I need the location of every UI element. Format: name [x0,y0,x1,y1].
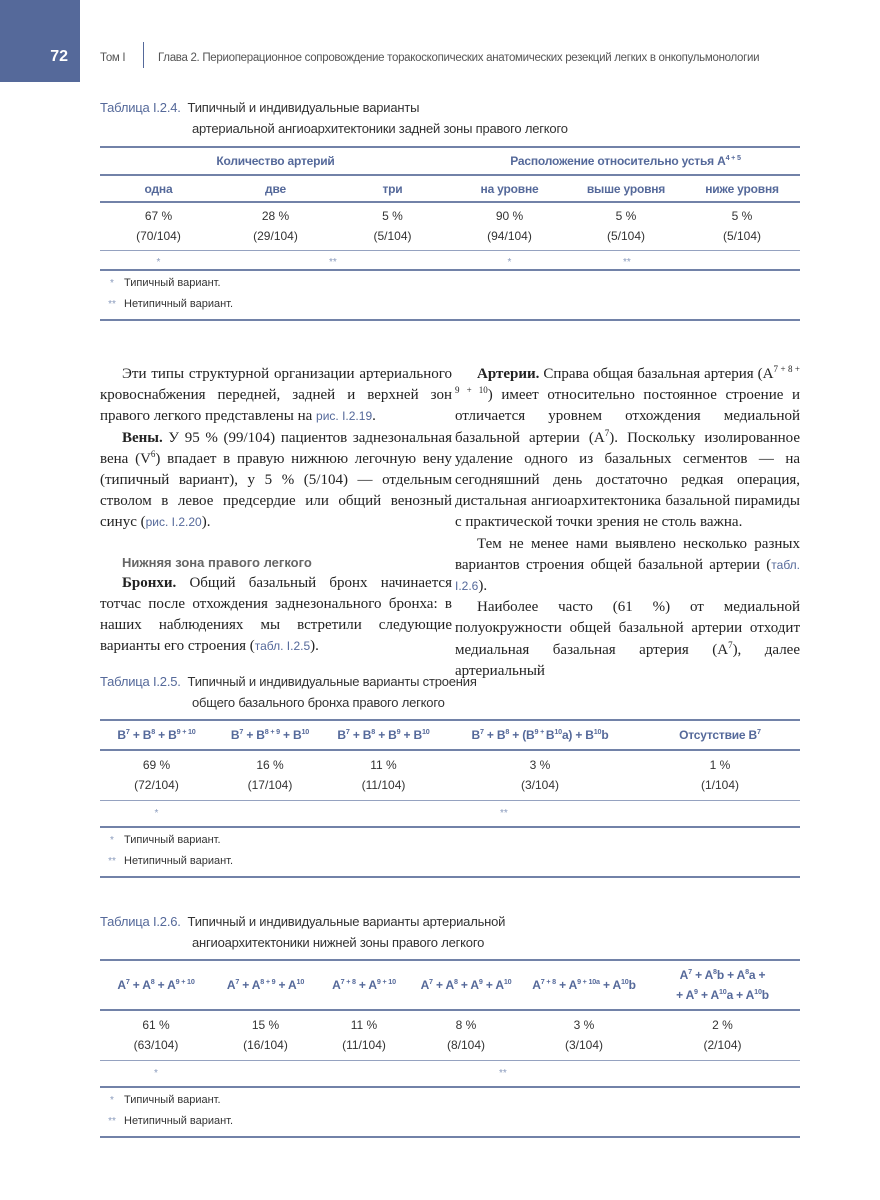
table1-title-line1: Типичный и индивидуальные варианты [187,100,420,115]
table2-title-line1: Типичный и индивидуальные варианты строения [187,674,477,689]
table2-footnotes: * Типичный вариант. ** Нетипичный вариант. [100,826,800,872]
right-column [455,364,800,682]
atypical-mark: ** [623,257,631,268]
table1-col-header: ниже уровня [705,181,779,196]
table-marks-row [100,800,800,826]
paragraph: Бронхи. Общий базальный бронх начинается тотчас после отхождения заднезонального бронха: в наших наблюдениях мы встретили следующие варианты его строения (табл. I.2.5). [100,574,452,655]
table2-bottom-rule [100,876,800,878]
figure-link[interactable]: рис. I.2.19 [316,409,373,424]
typical-mark: * [156,257,161,268]
atypical-mark: ** [499,1067,507,1079]
table3-bottom-rule [100,1136,800,1138]
volume-label: Том I [100,52,126,64]
table-cell: 1 % (1/104) [700,758,740,793]
table1-col-header: одна [144,181,173,196]
table1-group-header-location: Расположение относительно устья $A^{4 + 5}$ [510,153,741,168]
table2-col-header: $B^7 + B^8 + B^9 + B^{10}$ [337,727,430,742]
table-cell: 67 % (70/104) [136,209,181,244]
table-link[interactable]: табл. I.2.5 [254,639,311,654]
table-cell: 2 % (2/104) [703,1018,742,1053]
table1-col-header: три [382,181,403,196]
table1-title-line2: артериальной ангиоархитектоники задней зоны правого легкого [192,121,568,136]
table3-title-line2: ангиоархитектоники нижней зоны правого легкого [192,935,485,950]
paragraph: Наиболее часто (61 %) от медиальной полуокружности общей базальной артерии отходит медиальная базальная артерия $(A^7)$, далее артериальный [455,599,800,679]
paragraph: Тем не менее нами выявлено несколько разных вариантов строения общей базальной артерии (табл. I.2.6). [455,535,800,595]
table1-footnotes: * Типичный вариант. ** Нетипичный вариант. [100,269,800,315]
table-cell: 69 % (72/104) [134,758,179,793]
table-cell: 61 % (63/104) [133,1018,179,1053]
table-link[interactable]: табл. I.2.6 [455,557,800,594]
table1-group-header-count: Количество артерий [216,154,335,168]
table-cell: 5 % (5/104) [373,209,412,244]
table3 [100,959,800,1086]
table-cell: 3 % (3/104) [520,758,560,793]
table2-col-header: $B^7 + B^8 + B^{9 + 10}$ [117,727,196,742]
table-cell: 90 % (94/104) [487,209,532,244]
figure-link[interactable]: рис. I.2.20 [145,515,202,530]
table-cell: 3 % (3/104) [564,1018,604,1053]
table-cell: 11 % (11/104) [361,758,406,793]
table-row [100,750,800,800]
table1-bottom-rule [100,319,800,321]
running-header [100,52,760,64]
atypical-mark: ** [329,257,337,268]
table1 [100,146,800,275]
table2 [100,719,800,826]
section-subheading: Нижняя зона правого легкого [122,554,312,570]
paragraph: Эти типы структурной организации артериального кровоснабжения передней, задней и верхней зон правого легкого представлены на рис. I.2.19. [100,366,452,425]
table3-col-header: $A^7 + A^8b + A^8a$ + + $A^9 + A^{10}a + A^{10}b$ [676,967,769,1002]
table-cell: 28 % (29/104) [253,209,298,244]
table3-label: Таблица I.2.6. [100,914,181,929]
table-cell: 16 % (17/104) [247,758,293,793]
chapter-title: Глава 2. Периоперационное сопровождение торакоскопических анатомических резекций легких в онкопульмонологии [158,52,760,64]
table-cell: 5 % (5/104) [606,209,646,244]
paragraph: Вены. У 95 % (99/104) пациентов заднезональная вена $(V^6)$ впадает в правую нижнюю легочную вену (типичный вариант), у 5 % (5/104) — отдельным стволом в левое предсердие или общий венозный синус (рис. I.2.20). [100,429,452,531]
table2-label: Таблица I.2.5. [100,674,181,689]
table3-col-header: $A^7 + A^8 + A^9 + A^{10}$ [420,977,512,992]
table3-caption [100,911,505,953]
page-number-tab [0,0,80,82]
paragraph: Артерии. Справа общая базальная артерия $(A^{7 + 8 + 9 + 10})$ имеет относительно постоянное строение и отличается уровнем отхождения медиальной базальной артерии $(A^7)$. Поскольку изолированное удаление одного из базальных сегментов — на сегодняшний день достаточно редкая операция, дистальная ангиоархитектоника базальной пирамиды с практической точки зрения не столь важна. [455,364,801,531]
typical-mark: * [154,1067,158,1079]
table1-col-header: на уровне [480,181,539,196]
table2-title-line2: общего базального бронха правого легкого [192,695,445,710]
table1-caption [100,97,568,139]
table1-label: Таблица I.2.4. [100,100,181,115]
table3-col-header: $A^{7 + 8} + A^{9 + 10a} + A^{10}b$ [532,977,636,992]
table2-caption [100,671,477,713]
table3-col-header: $A^7 + A^8 + A^{9 + 10}$ [117,977,195,992]
page-number: 72 [50,48,68,65]
table3-col-header: $A^{7 + 8} + A^{9 + 10}$ [332,977,396,992]
header-divider [143,42,144,68]
table-row [100,1010,800,1060]
table1-col-header: две [265,181,286,196]
table2-col-header: $B^7 + B^{8 + 9} + B^{10}$ [230,727,310,742]
typical-mark: * [154,807,159,819]
table-cell: 11 % (11/104) [342,1018,386,1053]
table-marks-row [100,1060,800,1086]
table-cell: 5 % (5/104) [722,209,762,244]
table3-col-header: $A^7 + A^{8 + 9} + A^{10}$ [226,977,305,992]
table1-col-header: выше уровня [586,181,666,196]
left-column [100,364,452,658]
table-cell: 8 % (8/104) [446,1018,486,1053]
table-cell: 15 % (16/104) [243,1018,288,1053]
table2-col-header: Отсутствие $B^7$ [679,727,761,742]
table3-footnotes: * Типичный вариант. ** Нетипичный вариант. [100,1086,800,1132]
table3-title-line1: Типичный и индивидуальные варианты артериальной [187,914,506,929]
table2-col-header: $B^7 + B^8 + (B^{9 +}$ $B^{10}a) + B^{10}b$ [471,727,609,742]
atypical-mark: ** [500,807,508,819]
table-row [100,202,800,250]
typical-mark: * [507,257,512,268]
